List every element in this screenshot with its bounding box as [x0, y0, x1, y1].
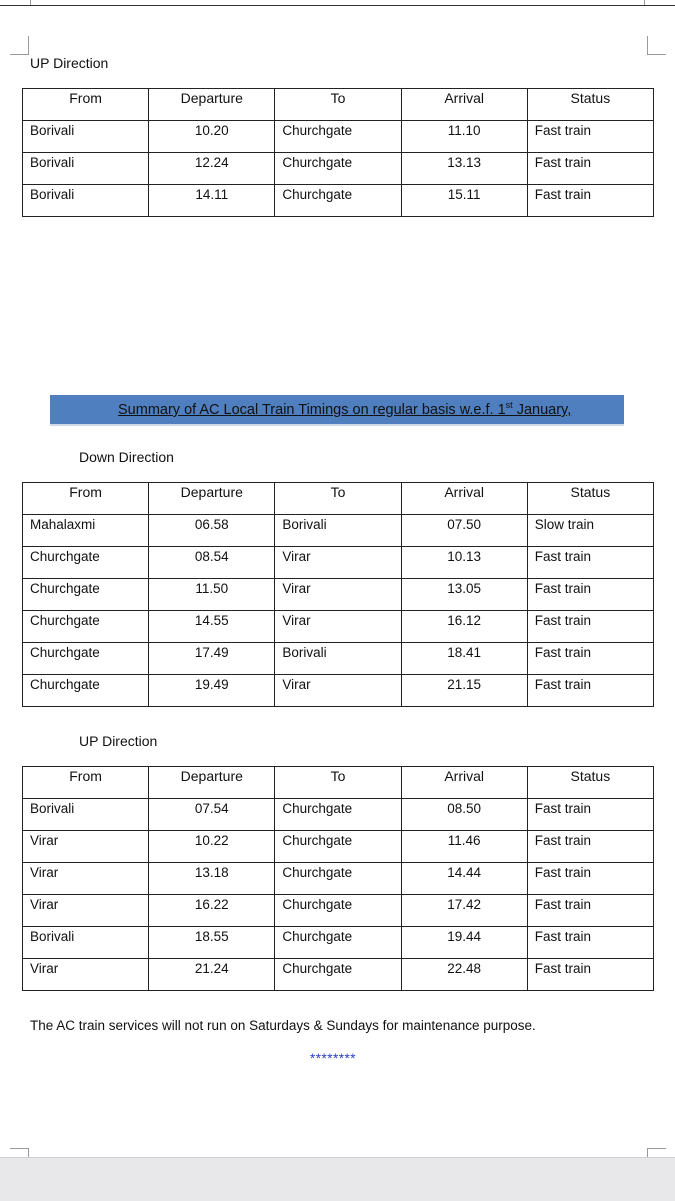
cell-departure: 13.18	[149, 863, 275, 895]
column-header-arrival: Arrival	[401, 767, 527, 799]
cell-arrival: 07.50	[401, 515, 527, 547]
cell-status: Fast train	[527, 799, 653, 831]
column-header-to: To	[275, 89, 401, 121]
cell-departure: 10.20	[149, 121, 275, 153]
table-row	[23, 927, 654, 959]
cell-from: Churchgate	[23, 611, 149, 643]
cell-arrival: 14.44	[401, 863, 527, 895]
cell-from: Borivali	[23, 185, 149, 217]
page-top-edge	[0, 5, 675, 6]
cell-departure: 18.55	[149, 927, 275, 959]
column-header-departure: Departure	[149, 89, 275, 121]
cell-departure: 12.24	[149, 153, 275, 185]
cell-to: Churchgate	[275, 185, 401, 217]
table-row	[23, 831, 654, 863]
cell-to: Churchgate	[275, 121, 401, 153]
cell-to: Churchgate	[275, 153, 401, 185]
table-header-row	[23, 483, 654, 515]
column-header-departure: Departure	[149, 483, 275, 515]
crop-mark-top-right-edge	[644, 0, 645, 5]
down-direction-table	[22, 482, 654, 707]
cell-to: Virar	[275, 611, 401, 643]
cell-arrival: 13.13	[401, 153, 527, 185]
table-row	[23, 547, 654, 579]
summary-banner	[50, 395, 624, 426]
cell-from: Virar	[23, 959, 149, 991]
up-direction-top-heading: UP Direction	[30, 55, 109, 71]
cell-to: Virar	[275, 547, 401, 579]
cell-arrival: 22.48	[401, 959, 527, 991]
cell-arrival: 21.15	[401, 675, 527, 707]
summary-banner-title	[118, 400, 571, 418]
cell-from: Virar	[23, 831, 149, 863]
cell-status: Slow train	[527, 515, 653, 547]
cell-departure: 14.11	[149, 185, 275, 217]
table-row	[23, 185, 654, 217]
cell-from: Virar	[23, 863, 149, 895]
cell-from: Churchgate	[23, 675, 149, 707]
cell-status: Fast train	[527, 675, 653, 707]
cell-arrival: 10.13	[401, 547, 527, 579]
cell-arrival: 17.42	[401, 895, 527, 927]
column-header-to: To	[275, 483, 401, 515]
up-direction-top-rows	[23, 121, 654, 217]
end-marker: ********	[310, 1051, 357, 1066]
up-direction-table	[22, 766, 654, 991]
table-header-row	[23, 767, 654, 799]
down-direction-heading: Down Direction	[79, 449, 174, 465]
column-header-status: Status	[527, 89, 653, 121]
table-row	[23, 515, 654, 547]
cell-to: Churchgate	[275, 863, 401, 895]
bottom-app-bar	[0, 1157, 675, 1201]
up-direction-top-table	[22, 88, 654, 217]
cell-status: Fast train	[527, 831, 653, 863]
cell-from: Churchgate	[23, 643, 149, 675]
cell-status: Fast train	[527, 185, 653, 217]
table-row	[23, 863, 654, 895]
cell-from: Virar	[23, 895, 149, 927]
table-row	[23, 121, 654, 153]
cell-arrival: 08.50	[401, 799, 527, 831]
cell-departure: 16.22	[149, 895, 275, 927]
cell-status: Fast train	[527, 895, 653, 927]
cell-departure: 21.24	[149, 959, 275, 991]
cell-from: Borivali	[23, 927, 149, 959]
cell-status: Fast train	[527, 579, 653, 611]
cell-from: Borivali	[23, 799, 149, 831]
summary-banner-text: Summary of AC Local Train Timings on regular basis w.e.f. 1	[118, 401, 506, 418]
cell-arrival: 19.44	[401, 927, 527, 959]
cell-status: Fast train	[527, 547, 653, 579]
crop-mark-top-right	[647, 36, 666, 55]
cell-departure: 06.58	[149, 515, 275, 547]
cell-departure: 07.54	[149, 799, 275, 831]
column-header-status: Status	[527, 767, 653, 799]
table-row	[23, 675, 654, 707]
cell-to: Churchgate	[275, 895, 401, 927]
cell-status: Fast train	[527, 959, 653, 991]
cell-to: Churchgate	[275, 927, 401, 959]
cell-arrival: 16.12	[401, 611, 527, 643]
cell-arrival: 18.41	[401, 643, 527, 675]
cell-arrival: 11.10	[401, 121, 527, 153]
table-row	[23, 153, 654, 185]
cell-departure: 11.50	[149, 579, 275, 611]
crop-mark-top-left-edge	[30, 0, 31, 5]
cell-status: Fast train	[527, 643, 653, 675]
cell-status: Fast train	[527, 611, 653, 643]
up-direction-heading: UP Direction	[79, 733, 158, 749]
cell-status: Fast train	[527, 863, 653, 895]
column-header-arrival: Arrival	[401, 483, 527, 515]
cell-to: Virar	[275, 579, 401, 611]
table-header-row	[23, 89, 654, 121]
cell-from: Borivali	[23, 153, 149, 185]
column-header-from: From	[23, 89, 149, 121]
column-header-status: Status	[527, 483, 653, 515]
cell-from: Borivali	[23, 121, 149, 153]
table-row	[23, 959, 654, 991]
up-direction-rows	[23, 799, 654, 991]
footnote: The AC train services will not run on Saturdays & Sundays for maintenance purpose.	[30, 1018, 536, 1033]
cell-departure: 10.22	[149, 831, 275, 863]
cell-arrival: 11.46	[401, 831, 527, 863]
summary-banner-text-end: January,	[512, 401, 572, 418]
table-row	[23, 579, 654, 611]
table-row	[23, 643, 654, 675]
cell-to: Borivali	[275, 515, 401, 547]
column-header-arrival: Arrival	[401, 89, 527, 121]
crop-mark-bottom-right	[647, 1148, 666, 1157]
cell-departure: 17.49	[149, 643, 275, 675]
cell-from: Churchgate	[23, 579, 149, 611]
cell-arrival: 13.05	[401, 579, 527, 611]
cell-to: Virar	[275, 675, 401, 707]
cell-to: Borivali	[275, 643, 401, 675]
column-header-from: From	[23, 483, 149, 515]
cell-from: Churchgate	[23, 547, 149, 579]
column-header-departure: Departure	[149, 767, 275, 799]
cell-status: Fast train	[527, 927, 653, 959]
column-header-to: To	[275, 767, 401, 799]
cell-to: Churchgate	[275, 831, 401, 863]
column-header-from: From	[23, 767, 149, 799]
table-row	[23, 895, 654, 927]
cell-departure: 19.49	[149, 675, 275, 707]
cell-departure: 14.55	[149, 611, 275, 643]
cell-to: Churchgate	[275, 959, 401, 991]
summary-banner-superscript: st	[505, 400, 513, 410]
cell-to: Churchgate	[275, 799, 401, 831]
cell-status: Fast train	[527, 121, 653, 153]
cell-from: Mahalaxmi	[23, 515, 149, 547]
cell-departure: 08.54	[149, 547, 275, 579]
table-row	[23, 799, 654, 831]
cell-arrival: 15.11	[401, 185, 527, 217]
table-row	[23, 611, 654, 643]
cell-status: Fast train	[527, 153, 653, 185]
crop-mark-bottom-left	[10, 1148, 29, 1157]
down-direction-rows	[23, 515, 654, 707]
crop-mark-top-left	[10, 36, 29, 55]
